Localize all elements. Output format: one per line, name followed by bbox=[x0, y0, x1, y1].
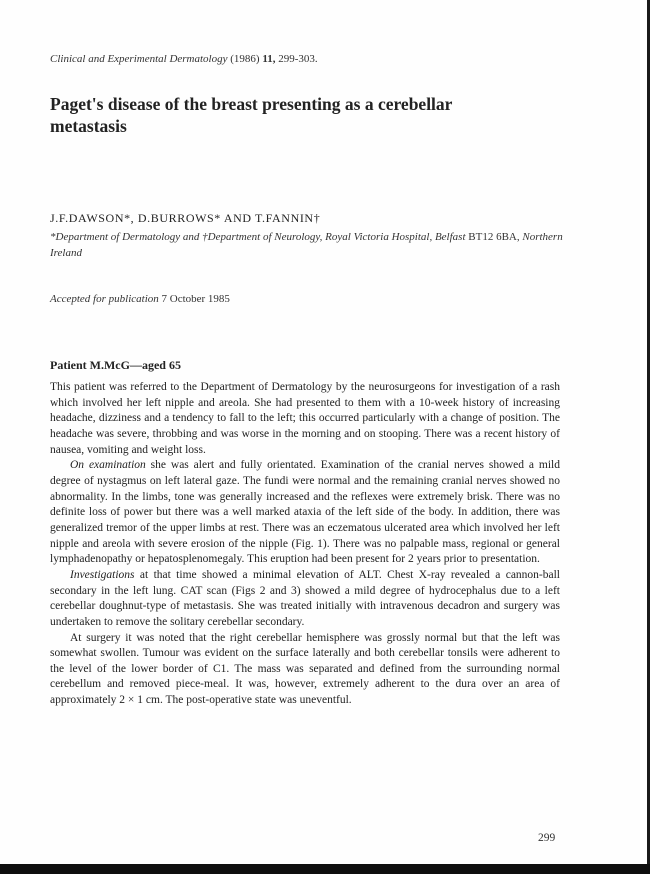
paragraph-surgery: At surgery it was noted that the right cerebellar hemisphere was grossly normal but that the left was somewhat swollen. Tumour was evident on the surface laterally and both cerebellar tonsils were adherent to the level of the lower border of C1. The mass was separated and defined from the surrounding normal cerebellum and removed piece-meal. It was, however, extremely adherent to the dura over an area of approximately 2 × 1 cm. The post-operative state was uneventful. bbox=[50, 631, 560, 707]
paragraph-lead: Investigations bbox=[70, 568, 135, 581]
paragraph-text: at that time showed a minimal elevation of ALT. Chest X-ray revealed a cannon-ball secondary in the left lung. CAT scan (Figs 2 and 3) showed a mild degree of hydrocephalus due to a left cerebellar doughnut-type of metastasis. She was treated initially with intravenous decadron and surgery was undertaken to remove the solitary cerebellar secondary. bbox=[50, 568, 560, 628]
affiliation-postcode: BT12 6BA, bbox=[468, 231, 520, 243]
paragraph-text: she was alert and fully orientated. Examination of the cranial nerves showed a mild degree of nystagmus on left lateral gaze. The fundi were normal and the remaining cranial nerves showed no abnormality. In the limbs, tone was generally increased and the reflexes were extremely brisk. There was no definite loss of power but there was a well marked ataxia of the left side of the body. In addition, there was generalized tremor of the upper limbs at rest. There was an eczematous ulcerated area which involved her left nipple and areola with severe erosion of the nipple (Fig. 1). There was no palpable mass, regional or general lymphadenopathy or hepatosplenomegaly. This eruption had been present for 2 years prior to presentation. bbox=[50, 459, 560, 566]
article-body bbox=[50, 380, 560, 709]
journal-volume: 11, bbox=[262, 53, 276, 65]
paragraph-investigations bbox=[50, 568, 560, 631]
paragraph-examination bbox=[50, 458, 560, 568]
paragraph-history: This patient was referred to the Department of Dermatology by the neurosurgeons for investigation of a rash which involved her left nipple and areola. She had presented to them with a 10-week history of increasing headache, dizziness and a tendency to fall to the left; this occurred particularly with a change of position. The headache was severe, throbbing and was worse in the morning and on stooping. There was a recent history of nausea, vomiting and weight loss. bbox=[50, 381, 560, 456]
affiliation-country: Northern Ireland bbox=[50, 231, 563, 259]
affiliation-line: *Department of Dermatology and †Department of Neurology, Royal Victoria Hospital, Belfast bbox=[50, 231, 466, 243]
journal-name: Clinical and Experimental Dermatology bbox=[50, 53, 228, 65]
journal-citation bbox=[50, 53, 318, 65]
author-affiliation bbox=[50, 230, 570, 261]
journal-year: (1986) bbox=[230, 53, 260, 65]
scan-edge-bottom bbox=[0, 864, 650, 874]
paragraph-lead: On examination bbox=[70, 459, 146, 472]
accepted-note bbox=[50, 293, 230, 305]
journal-pages: 299-303. bbox=[278, 53, 318, 65]
accepted-date: 7 October 1985 bbox=[161, 293, 230, 305]
article-title: Paget's disease of the breast presenting as a cerebellar metastasis bbox=[50, 94, 453, 136]
author-list: J.F.DAWSON*, D.BURROWS* AND T.FANNIN† bbox=[50, 211, 321, 225]
accepted-label: Accepted for publication bbox=[50, 293, 159, 305]
page-number: 299 bbox=[538, 832, 556, 844]
section-heading: Patient M.McG—aged 65 bbox=[50, 358, 181, 372]
